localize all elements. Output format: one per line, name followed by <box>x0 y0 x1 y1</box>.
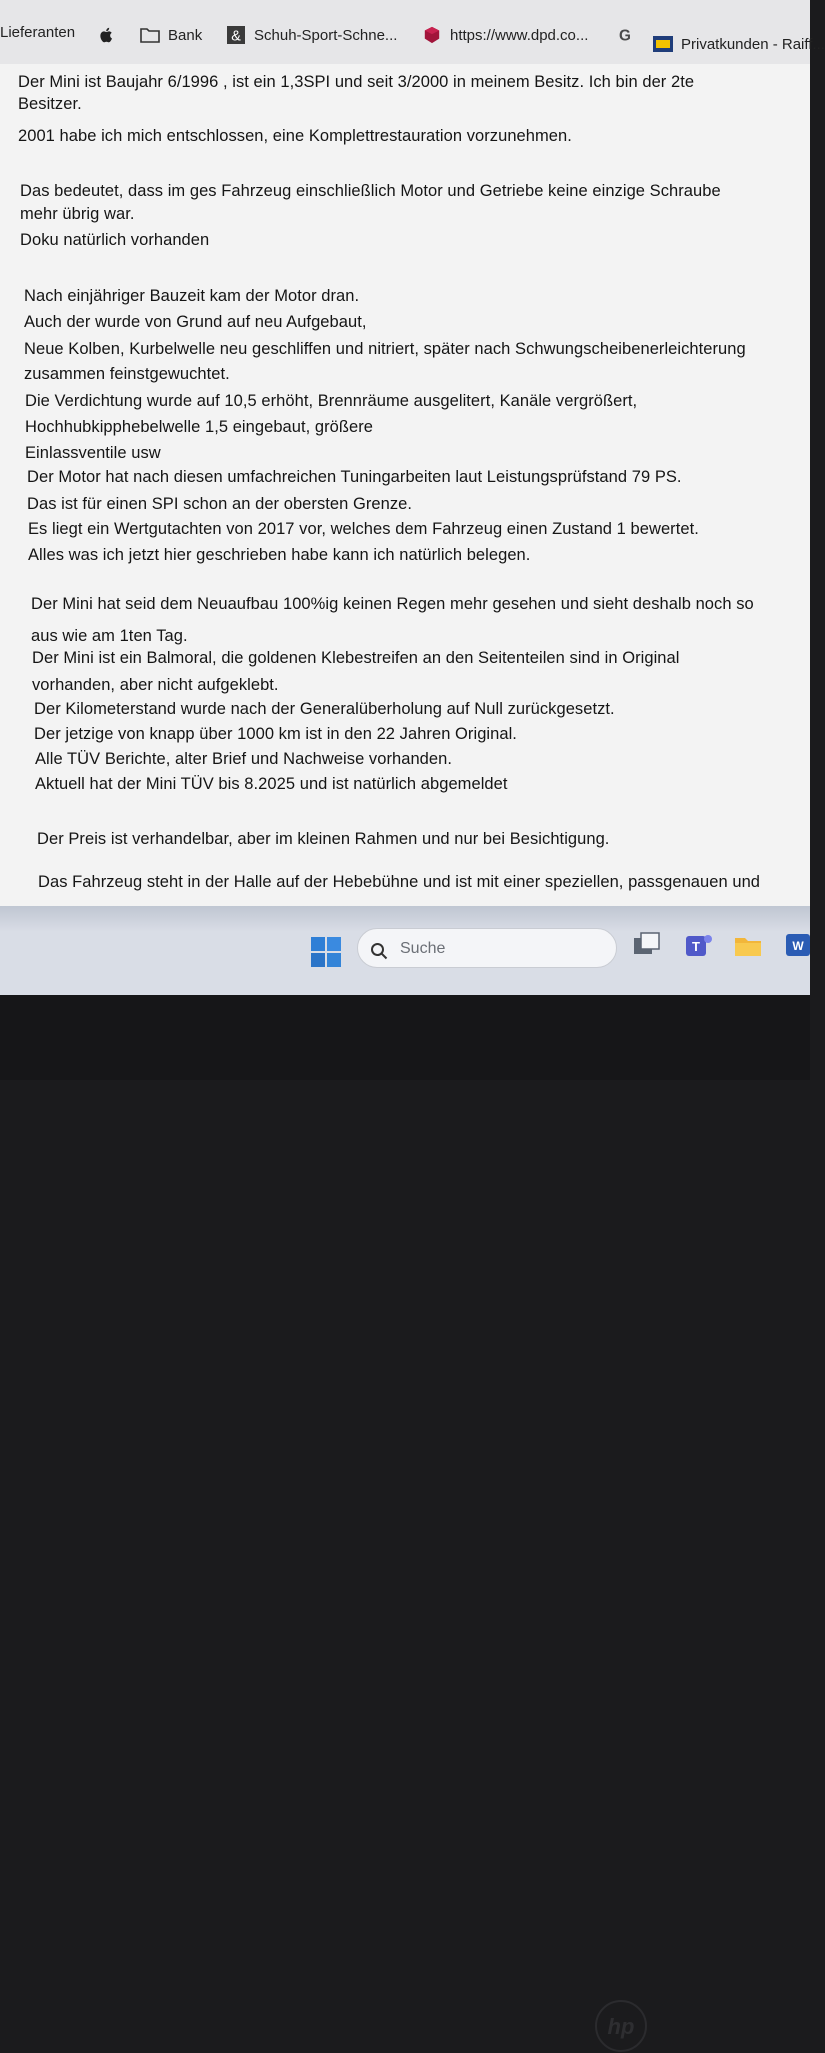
hp-logo <box>594 1999 648 2053</box>
text-line: Alles was ich jetzt hier geschrieben habe kann ich natürlich belegen. <box>28 546 531 564</box>
svg-text:&: & <box>231 28 241 45</box>
text-line: Der Preis ist verhandelbar, aber im kleinen Rahmen und nur bei Besichtigung. <box>37 830 610 848</box>
text-line: Das Fahrzeug steht in der Halle auf der Hebebühne und ist mit einer speziellen, passgenauen und <box>38 873 761 891</box>
text-line: Doku natürlich vorhanden <box>20 231 210 249</box>
text-line: Neue Kolben, Kurbelwelle neu geschliffen und nitriert, später nach Schwungscheibenerleichterung <box>24 340 746 358</box>
text-line: Es liegt ein Wertgutachten von 2017 vor, welches dem Fahrzeug einen Zustand 1 bewertet. <box>28 520 699 538</box>
hp-logo-text: hp <box>607 2014 635 2039</box>
search-icon <box>370 942 388 960</box>
bookmark-dpd[interactable] <box>422 26 588 44</box>
text-line: Nach einjähriger Bauzeit kam der Motor dran. <box>24 287 360 305</box>
folder-icon <box>140 26 160 44</box>
dpd-cube-icon <box>422 26 442 44</box>
google-g-icon <box>615 26 635 44</box>
bookmark-label: Bank <box>168 26 203 44</box>
text-line: vorhanden, aber nicht aufgeklebt. <box>32 676 279 694</box>
text-line: Der Mini ist Baujahr 6/1996 , ist ein 1,3SPI und seit 3/2000 in meinem Besitz. Ich bin der 2te <box>18 73 695 91</box>
text-line: Aktuell hat der Mini TÜV bis 8.2025 und ist natürlich abgemeldet <box>35 775 508 793</box>
task-view-icon[interactable] <box>632 930 662 960</box>
ampersand-icon <box>226 26 246 44</box>
text-line: Der Motor hat nach diesen umfachreichen Tuningarbeiten laut Leistungsprüfstand 79 PS. <box>27 468 682 486</box>
bookmark-apple[interactable] <box>97 26 117 44</box>
word-icon[interactable] <box>783 930 813 960</box>
laptop-screen <box>0 0 825 995</box>
listing-description <box>0 64 810 906</box>
text-line: zusammen feinstgewuchtet. <box>24 365 230 383</box>
bookmark-bank[interactable] <box>140 26 202 44</box>
apple-icon <box>97 26 117 44</box>
text-line: Einlassventile usw <box>25 444 161 462</box>
text-line: Die Verdichtung wurde auf 10,5 erhöht, Brennräume ausgelitert, Kanäle vergrößert, <box>25 392 638 410</box>
svg-text:G: G <box>619 27 631 45</box>
teams-icon[interactable] <box>684 930 714 960</box>
file-explorer-icon[interactable] <box>733 930 763 960</box>
text-line: Hochhubkipphebelwelle 1,5 eingebaut, größere <box>25 418 374 436</box>
bookmark-label: Schuh-Sport-Schne... <box>254 26 398 44</box>
bookmark-lieferanten[interactable] <box>0 24 75 41</box>
text-line: Das ist für einen SPI schon an der obersten Grenze. <box>27 495 413 513</box>
text-line: 2001 habe ich mich entschlossen, eine Komplettrestauration vorzunehmen. <box>18 127 572 145</box>
raiffeisen-icon <box>653 35 673 53</box>
bookmark-raiffeisen[interactable] <box>653 35 825 53</box>
svg-text:T: T <box>692 939 700 954</box>
bookmark-label: Lieferanten <box>0 24 76 41</box>
text-line: Der Kilometerstand wurde nach der Generalüberholung auf Null zurückgesetzt. <box>34 700 615 718</box>
text-line: Auch der wurde von Grund auf neu Aufgebaut, <box>24 313 367 331</box>
bookmark-label: Privatkunden - Raiff... <box>681 35 825 53</box>
text-line: aus wie am 1ten Tag. <box>31 627 188 645</box>
text-line: Alle TÜV Berichte, alter Brief und Nachweise vorhanden. <box>35 750 452 768</box>
text-line: mehr übrig war. <box>20 205 135 223</box>
bookmark-label: https://www.dpd.co... <box>450 26 589 44</box>
bookmark-schuh-sport[interactable] <box>226 26 397 44</box>
search-placeholder: Suche <box>400 940 446 957</box>
laptop-bezel <box>0 995 810 2039</box>
text-line: Das bedeutet, dass im ges Fahrzeug einschließlich Motor und Getriebe keine einzige Schraube <box>20 182 721 200</box>
taskbar-search-box[interactable] <box>357 928 617 968</box>
bookmark-google[interactable] <box>615 26 635 44</box>
text-line: Besitzer. <box>18 95 82 113</box>
text-line: Der Mini ist ein Balmoral, die goldenen Klebestreifen an den Seitenteilen sind in Original <box>32 649 680 667</box>
text-line: Der Mini hat seid dem Neuaufbau 100%ig keinen Regen mehr gesehen und sieht deshalb noch so <box>31 595 754 613</box>
text-line: Der jetzige von knapp über 1000 km ist in den 22 Jahren Original. <box>34 725 517 743</box>
bookmarks-bar <box>0 0 825 65</box>
windows-start-icon[interactable] <box>311 937 341 967</box>
svg-text:W: W <box>792 939 804 953</box>
